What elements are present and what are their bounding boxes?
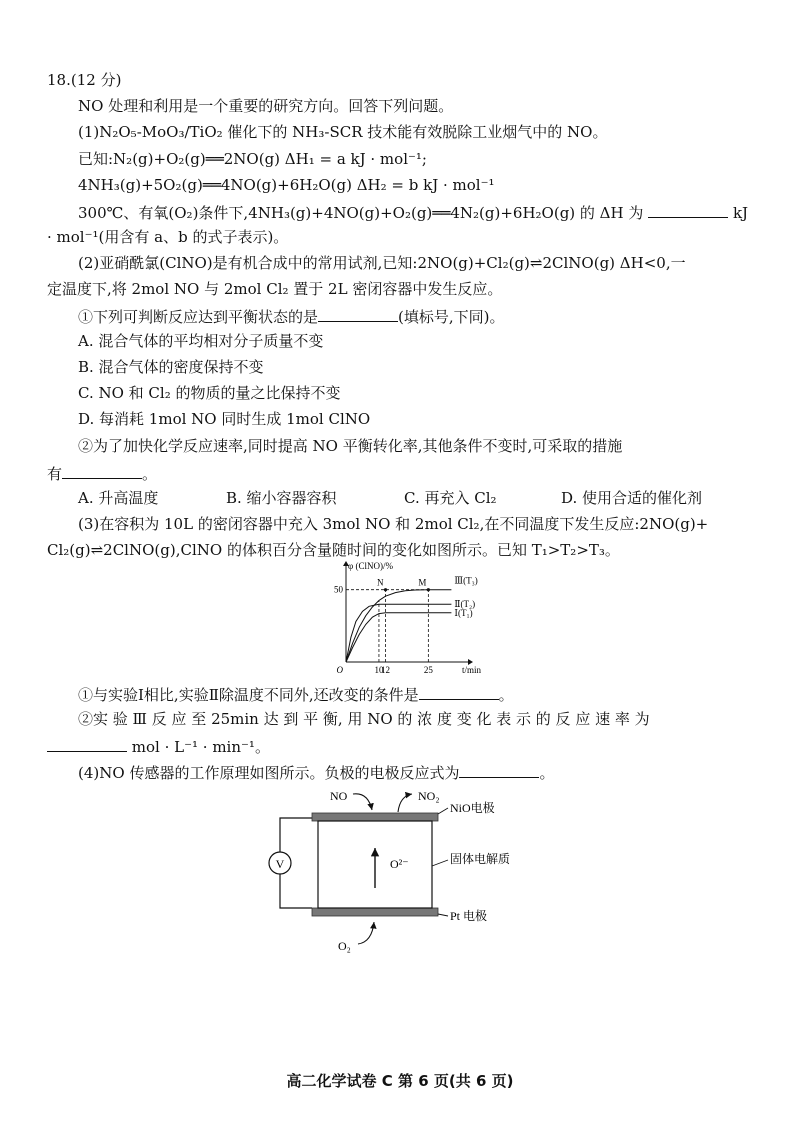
nio-electrode-label: NiO电极	[450, 801, 495, 815]
x-tick-label: 25	[423, 665, 433, 675]
p3-line1: (3)在容积为 10L 的密闭容器中充入 3mol NO 和 2mol Cl₂,在不同温度下发生反应:2NO(g)+	[78, 515, 709, 533]
p2-line2: 定温度下,将 2mol NO 与 2mol Cl₂ 置于 2L 密闭容器中发生反应。	[47, 280, 503, 298]
p4-tail: 。	[539, 764, 555, 782]
answer-blank-6[interactable]	[459, 761, 539, 778]
p1-known2: 4NH₃(g)+5O₂(g)══4NO(g)+6H₂O(g) ΔH₂ = b kJ · mol⁻¹	[78, 176, 495, 194]
electrolyte-label: 固体电解质	[450, 852, 511, 866]
x-tick-label: 12	[381, 665, 391, 675]
p2-q2: ②为了加快化学反应速率,同时提高 NO 平衡转化率,其他条件不变时,可采取的措施	[78, 437, 623, 455]
series-i-line	[346, 613, 451, 662]
p2-option-c: C. NO 和 Cl₂ 的物质的量之比保持不变	[78, 384, 341, 402]
voltmeter-label: V	[275, 857, 285, 871]
y-tick-label: 50	[334, 584, 343, 595]
intro-text: NO 处理和利用是一个重要的研究方向。回答下列问题。	[78, 97, 454, 115]
series-label: Ⅰ(T₁)	[454, 607, 473, 618]
point-m	[427, 588, 430, 591]
p2-option-d: D. 每消耗 1mol NO 同时生成 1mol ClNO	[78, 410, 371, 428]
p1-line5: · mol⁻¹(用含有 a、b 的式子表示)。	[47, 228, 289, 246]
p2-choice-c: C. 再充入 Cl₂	[404, 489, 497, 507]
point-n	[384, 588, 387, 591]
series-iii-line	[346, 590, 451, 662]
x-axis-label: t/min	[462, 665, 482, 675]
series-label: Ⅲ(T₃)	[454, 575, 478, 586]
question-number: 18.	[47, 71, 71, 89]
o2-inlet-arrow	[358, 922, 374, 944]
clno-time-chart	[322, 560, 482, 675]
pt-electrode-label: Pt 电极	[450, 909, 488, 923]
x-tick-label: 10	[374, 665, 384, 675]
p2-option-b: B. 混合气体的密度保持不变	[78, 358, 264, 376]
no-inlet-label: NO	[330, 789, 348, 803]
p2-option-a: A. 混合气体的平均相对分子质量不变	[78, 332, 324, 350]
series-label: Ⅱ(T₂)	[454, 599, 476, 610]
no2-outlet-label: NO₂	[418, 789, 440, 803]
p2-line1: (2)亚硝酰氯(ClNO)是有机合成中的常用试剂,已知:2NO(g)+Cl₂(g)⇌2ClNO(g) ΔH<0,一	[78, 254, 686, 272]
answer-blank-1[interactable]	[648, 201, 728, 218]
y-axis-label: φ (ClNO)/%	[348, 561, 393, 571]
origin-label: O	[336, 665, 343, 675]
p4-line1: (4)NO 传感器的工作原理如图所示。负极的电极反应式为	[78, 764, 460, 782]
p3-line2: Cl₂(g)⇌2ClNO(g),ClNO 的体积百分含量随时间的变化如图所示。已知 T₁>T₂>T₃。	[47, 541, 620, 559]
question-score: (12 分)	[70, 71, 122, 89]
answer-blank-5[interactable]	[47, 735, 127, 752]
no-inlet-arrow	[353, 794, 372, 810]
answer-blank-4[interactable]	[419, 683, 499, 700]
point-label: N	[377, 577, 384, 588]
p1-line4: 300℃、有氧(O₂)条件下,4NH₃(g)+4NO(g)+O₂(g)══4N₂(g)+6H₂O(g) 的 ΔH 为	[78, 204, 644, 222]
p2-choice-a: A. 升高温度	[78, 489, 159, 507]
p2-q1-tail: (填标号,下同)。	[398, 308, 505, 326]
answer-blank-2[interactable]	[318, 305, 398, 322]
p2-q1: ①下列可判断反应达到平衡状态的是	[78, 308, 319, 326]
ion-label: O²⁻	[390, 857, 409, 871]
p1-line1: (1)N₂O₅-MoO₃/TiO₂ 催化下的 NH₃-SCR 技术能有效脱除工业烟气中的 NO。	[78, 123, 608, 141]
p3-q2: ②实 验 Ⅲ 反 应 至 25min 达 到 平 衡, 用 NO 的 浓 度 变 化 表 示 的 反 应 速 率 为	[78, 710, 650, 728]
p2-choice-d: D. 使用合适的催化剂	[561, 489, 703, 507]
p3-q1: ①与实验Ⅰ相比,实验Ⅱ除温度不同外,还改变的条件是	[78, 686, 419, 704]
p3-q2-unit: mol · L⁻¹ · min⁻¹。	[131, 738, 270, 756]
p1-known1: 已知:N₂(g)+O₂(g)══2NO(g) ΔH₁ = a kJ · mol⁻¹;	[78, 150, 427, 168]
page-footer: 高二化学试卷 C 第 6 页(共 6 页)	[286, 1072, 514, 1090]
answer-blank-3[interactable]	[62, 462, 142, 479]
nio-electrode	[312, 813, 438, 821]
o2-inlet-label: O₂	[338, 939, 351, 953]
no-sensor-diagram	[250, 786, 550, 961]
p1-unit: kJ	[732, 204, 749, 222]
p2-q2-lead: 有	[47, 465, 63, 483]
p2-choice-b: B. 缩小容器容积	[226, 489, 337, 507]
p2-q2-tail: 。	[142, 465, 158, 483]
p3-q1-tail: 。	[498, 686, 514, 704]
point-label: M	[418, 577, 427, 588]
no2-outlet-arrow	[398, 794, 412, 812]
pt-electrode	[312, 908, 438, 916]
